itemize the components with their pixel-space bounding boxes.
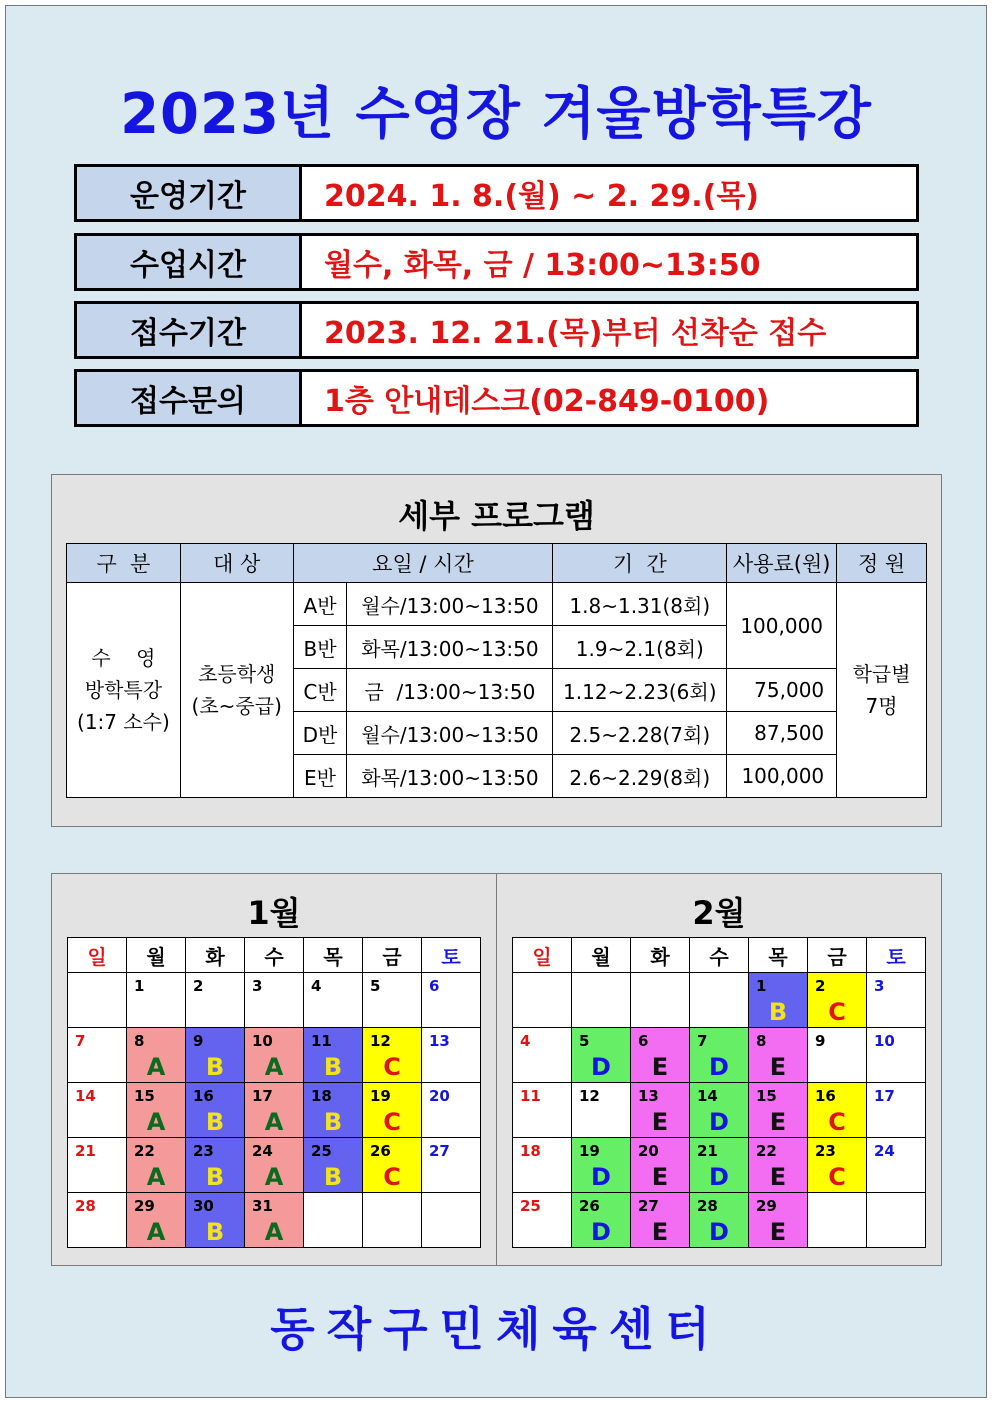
- class-cell: E반: [293, 755, 347, 798]
- class-letter: B: [205, 1163, 225, 1191]
- target-line: (초~중급): [191, 694, 282, 718]
- day-number: 7: [697, 1032, 708, 1050]
- class-letter: E: [769, 1163, 787, 1191]
- calendar-day: [186, 1193, 245, 1248]
- info-row-registration: [74, 301, 919, 359]
- fee-cell: 100,000: [727, 583, 837, 669]
- calendar-day: [749, 1028, 808, 1083]
- class-letter: A: [146, 1108, 166, 1136]
- program-header-row: [67, 544, 927, 583]
- day-number: 29: [134, 1197, 155, 1215]
- calendar-day: [808, 1138, 867, 1193]
- day-number: 13: [638, 1087, 659, 1105]
- calendar-day: [808, 1028, 867, 1083]
- class-letter: C: [828, 1108, 846, 1136]
- day-number: 26: [579, 1197, 600, 1215]
- calendar-week: [68, 1083, 481, 1138]
- category-line: (1:7 소수): [77, 710, 170, 734]
- time-cell: 월수/13:00~13:50: [347, 712, 553, 755]
- calendar-day: [572, 1083, 631, 1138]
- day-number: 15: [756, 1087, 777, 1105]
- class-letter: E: [651, 1163, 669, 1191]
- day-number: 24: [252, 1142, 273, 1160]
- day-number: 22: [134, 1142, 155, 1160]
- info-value: 1층 안내데스크(02-849-0100): [324, 384, 770, 419]
- day-number: 23: [815, 1142, 836, 1160]
- calendar-day: [245, 973, 304, 1028]
- time-cell: 월수/13:00~13:50: [347, 583, 553, 626]
- calendar-day: [422, 1083, 481, 1138]
- day-number: 9: [193, 1032, 204, 1050]
- calendar-day: [68, 1138, 127, 1193]
- calendar-day: [245, 1193, 304, 1248]
- day-number: 11: [311, 1032, 332, 1050]
- header-capacity: 정 원: [837, 544, 927, 583]
- day-number: 5: [370, 977, 381, 995]
- calendar-day: [363, 1193, 422, 1248]
- calendar-day: [867, 973, 926, 1028]
- class-letter: C: [828, 998, 846, 1026]
- calendar-week: [513, 1138, 926, 1193]
- day-number: 8: [756, 1032, 767, 1050]
- day-number: 12: [370, 1032, 391, 1050]
- day-number: 20: [429, 1087, 450, 1105]
- page-title: 2023년 수영장 겨울방학특강: [120, 82, 872, 147]
- category-line: 방학특강: [84, 678, 163, 702]
- period-cell: 2.6~2.29(8회): [553, 755, 727, 798]
- calendar-day: [304, 1138, 363, 1193]
- day-number: 29: [756, 1197, 777, 1215]
- day-number: 12: [579, 1087, 600, 1105]
- day-number: 9: [815, 1032, 826, 1050]
- class-letter: A: [264, 1218, 284, 1246]
- info-label: 접수문의: [77, 372, 302, 424]
- class-letter: C: [828, 1163, 846, 1191]
- class-letter: C: [383, 1163, 401, 1191]
- calendar-week: [513, 973, 926, 1028]
- day-number: 3: [874, 977, 885, 995]
- weekday-header: 월: [127, 938, 186, 973]
- weekday-header: 월: [572, 938, 631, 973]
- calendar-day: [422, 1028, 481, 1083]
- day-number: 18: [520, 1142, 541, 1160]
- calendar-day: [631, 1193, 690, 1248]
- day-number: 13: [429, 1032, 450, 1050]
- class-cell: C반: [293, 669, 347, 712]
- weekday-header: 일: [68, 938, 127, 973]
- calendar-day: [127, 1028, 186, 1083]
- calendar-day: [572, 1028, 631, 1083]
- day-number: 26: [370, 1142, 391, 1160]
- calendar-day: [68, 1028, 127, 1083]
- weekday-header-row: [68, 938, 481, 973]
- calendar-day: [186, 1028, 245, 1083]
- calendar-day: [422, 1138, 481, 1193]
- calendar-day: [690, 1083, 749, 1138]
- header-period: 기 간: [553, 544, 727, 583]
- calendar-day: [867, 1028, 926, 1083]
- calendar-day: [363, 1083, 422, 1138]
- calendar-day: [631, 973, 690, 1028]
- calendar-day: [186, 1083, 245, 1138]
- calendar-day: [513, 1028, 572, 1083]
- class-letter: D: [591, 1053, 611, 1081]
- calendar-day: [867, 1083, 926, 1138]
- calendar-day: [572, 973, 631, 1028]
- info-value: 2024. 1. 8.(월) ~ 2. 29.(목): [324, 179, 760, 214]
- time-cell: 화목/13:00~13:50: [347, 626, 553, 669]
- weekday-header: 목: [304, 938, 363, 973]
- calendar-day: [631, 1138, 690, 1193]
- period-cell: 2.5~2.28(7회): [553, 712, 727, 755]
- class-cell: D반: [293, 712, 347, 755]
- calendar-day: [513, 1193, 572, 1248]
- calendar-day: [513, 1138, 572, 1193]
- calendar-day: [749, 1083, 808, 1138]
- header-category: 구 분: [67, 544, 181, 583]
- day-number: 2: [815, 977, 826, 995]
- weekday-header: 화: [186, 938, 245, 973]
- day-number: 25: [311, 1142, 332, 1160]
- info-row-period: [74, 164, 919, 222]
- class-letter: A: [146, 1218, 166, 1246]
- calendar-day: [572, 1138, 631, 1193]
- calendar-day: [867, 1193, 926, 1248]
- info-label: 운영기간: [77, 167, 302, 219]
- day-number: 14: [75, 1087, 96, 1105]
- weekday-header: 수: [245, 938, 304, 973]
- class-letter: E: [769, 1108, 787, 1136]
- day-number: 22: [756, 1142, 777, 1160]
- day-number: 31: [252, 1197, 273, 1215]
- info-label: 접수기간: [77, 304, 302, 356]
- day-number: 6: [429, 977, 440, 995]
- calendar-day: [363, 1138, 422, 1193]
- time-cell: 화목/13:00~13:50: [347, 755, 553, 798]
- header-target: 대 상: [180, 544, 293, 583]
- class-letter: C: [383, 1108, 401, 1136]
- class-letter: A: [264, 1163, 284, 1191]
- day-number: 17: [252, 1087, 273, 1105]
- day-number: 1: [756, 977, 767, 995]
- capacity-line: 학급별: [852, 662, 911, 686]
- info-row-time: [74, 233, 919, 291]
- period-cell: 1.9~2.1(8회): [553, 626, 727, 669]
- calendar-week: [513, 1083, 926, 1138]
- info-value: 2023. 12. 21.(목)부터 선착순 접수: [324, 316, 827, 351]
- weekday-header: 화: [631, 938, 690, 973]
- day-number: 4: [311, 977, 322, 995]
- target-line: 초등학생: [198, 662, 276, 686]
- calendar-day: [304, 973, 363, 1028]
- day-number: 4: [520, 1032, 531, 1050]
- calendar-day: [304, 1083, 363, 1138]
- category-line: 수 영: [91, 646, 156, 670]
- class-letter: D: [591, 1163, 611, 1191]
- class-letter: E: [651, 1218, 669, 1246]
- weekday-header: 금: [808, 938, 867, 973]
- weekday-header: 토: [422, 938, 481, 973]
- day-number: 17: [874, 1087, 895, 1105]
- calendar-day: [186, 1138, 245, 1193]
- calendar-week: [513, 1028, 926, 1083]
- calendar-day: [690, 1028, 749, 1083]
- calendar-day: [808, 973, 867, 1028]
- day-number: 23: [193, 1142, 214, 1160]
- calendar-jan: [67, 937, 481, 1248]
- calendar-day: [68, 1193, 127, 1248]
- class-letter: A: [264, 1053, 284, 1081]
- weekday-header: 수: [690, 938, 749, 973]
- target-cell: [180, 583, 293, 798]
- day-number: 19: [370, 1087, 391, 1105]
- day-number: 27: [638, 1197, 659, 1215]
- calendar-day: [68, 973, 127, 1028]
- weekday-header: 일: [513, 938, 572, 973]
- day-number: 16: [815, 1087, 836, 1105]
- calendar-day: [749, 973, 808, 1028]
- class-letter: A: [264, 1108, 284, 1136]
- calendar-day: [363, 973, 422, 1028]
- calendar-day: [245, 1083, 304, 1138]
- calendar-day: [631, 1028, 690, 1083]
- info-row-contact: [74, 369, 919, 427]
- period-cell: 1.12~2.23(6회): [553, 669, 727, 712]
- day-number: 24: [874, 1142, 895, 1160]
- class-letter: B: [768, 998, 788, 1026]
- day-number: 1: [134, 977, 145, 995]
- day-number: 5: [579, 1032, 590, 1050]
- header-fee: 사용료(원): [727, 544, 837, 583]
- class-cell: B반: [293, 626, 347, 669]
- day-number: 27: [429, 1142, 450, 1160]
- calendar-day: [127, 1193, 186, 1248]
- calendar-day: [690, 973, 749, 1028]
- class-letter: D: [709, 1053, 729, 1081]
- class-letter: B: [205, 1108, 225, 1136]
- period-cell: 1.8~1.31(8회): [553, 583, 727, 626]
- calendar-week: [513, 1193, 926, 1248]
- day-number: 8: [134, 1032, 145, 1050]
- footer-organization: 동작구민체육센터: [270, 1302, 722, 1356]
- calendar-day: [304, 1193, 363, 1248]
- calendar-day: [572, 1193, 631, 1248]
- weekday-header: 금: [363, 938, 422, 973]
- class-letter: B: [205, 1053, 225, 1081]
- day-number: 7: [75, 1032, 86, 1050]
- weekday-header: 목: [749, 938, 808, 973]
- class-letter: A: [146, 1163, 166, 1191]
- calendar-day: [631, 1083, 690, 1138]
- class-letter: B: [205, 1218, 225, 1246]
- class-letter: E: [651, 1108, 669, 1136]
- fee-cell: 100,000: [727, 755, 837, 798]
- calendar-day: [422, 1193, 481, 1248]
- info-value: 월수, 화목, 금 / 13:00~13:50: [324, 248, 761, 283]
- calendar-week: [68, 973, 481, 1028]
- calendar-day: [749, 1193, 808, 1248]
- class-letter: A: [146, 1053, 166, 1081]
- month-title: 1월: [247, 894, 301, 932]
- calendar-week: [68, 1193, 481, 1248]
- weekday-header: 토: [867, 938, 926, 973]
- calendar-week: [68, 1028, 481, 1083]
- header-schedule: 요일 / 시간: [293, 544, 553, 583]
- day-number: 19: [579, 1142, 600, 1160]
- class-letter: D: [709, 1163, 729, 1191]
- fee-cell: 75,000: [727, 669, 837, 712]
- calendar-day: [245, 1138, 304, 1193]
- calendar-day: [363, 1028, 422, 1083]
- day-number: 14: [697, 1087, 718, 1105]
- class-letter: B: [323, 1053, 343, 1081]
- class-letter: E: [769, 1218, 787, 1246]
- calendar-day: [808, 1083, 867, 1138]
- calendar-day: [749, 1138, 808, 1193]
- calendar-day: [808, 1193, 867, 1248]
- calendar-day: [127, 1083, 186, 1138]
- day-number: 16: [193, 1087, 214, 1105]
- calendar-feb: [512, 937, 926, 1248]
- calendar-day: [186, 973, 245, 1028]
- month-title: 2월: [692, 894, 746, 932]
- calendar-day: [690, 1138, 749, 1193]
- day-number: 2: [193, 977, 204, 995]
- class-letter: E: [651, 1053, 669, 1081]
- day-number: 18: [311, 1087, 332, 1105]
- class-letter: B: [323, 1108, 343, 1136]
- calendar-day: [245, 1028, 304, 1083]
- program-title: 세부 프로그램: [398, 497, 595, 535]
- calendar-day: [127, 973, 186, 1028]
- calendar-day: [867, 1138, 926, 1193]
- class-letter: D: [709, 1108, 729, 1136]
- day-number: 25: [520, 1197, 541, 1215]
- day-number: 6: [638, 1032, 649, 1050]
- day-number: 11: [520, 1087, 541, 1105]
- class-cell: A반: [293, 583, 347, 626]
- calendar-day: [127, 1138, 186, 1193]
- class-letter: B: [323, 1163, 343, 1191]
- class-letter: C: [383, 1053, 401, 1081]
- table-row: [67, 583, 927, 626]
- day-number: 10: [252, 1032, 273, 1050]
- weekday-header-row: [513, 938, 926, 973]
- fee-cell: 87,500: [727, 712, 837, 755]
- info-label: 수업시간: [77, 236, 302, 288]
- day-number: 10: [874, 1032, 895, 1050]
- class-letter: D: [709, 1218, 729, 1246]
- calendar-week: [68, 1138, 481, 1193]
- class-letter: D: [591, 1218, 611, 1246]
- day-number: 15: [134, 1087, 155, 1105]
- capacity-line: 7명: [865, 694, 898, 718]
- calendar-day: [690, 1193, 749, 1248]
- day-number: 21: [75, 1142, 96, 1160]
- class-letter: E: [769, 1053, 787, 1081]
- capacity-cell: [837, 583, 927, 798]
- day-number: 3: [252, 977, 263, 995]
- calendar-day: [68, 1083, 127, 1138]
- day-number: 21: [697, 1142, 718, 1160]
- calendar-day: [513, 973, 572, 1028]
- day-number: 20: [638, 1142, 659, 1160]
- time-cell: 금 /13:00~13:50: [347, 669, 553, 712]
- calendar-day: [513, 1083, 572, 1138]
- category-cell: [67, 583, 181, 798]
- day-number: 28: [75, 1197, 96, 1215]
- day-number: 30: [193, 1197, 214, 1215]
- program-table: [66, 543, 927, 798]
- day-number: 28: [697, 1197, 718, 1215]
- calendar-day: [422, 973, 481, 1028]
- calendar-day: [304, 1028, 363, 1083]
